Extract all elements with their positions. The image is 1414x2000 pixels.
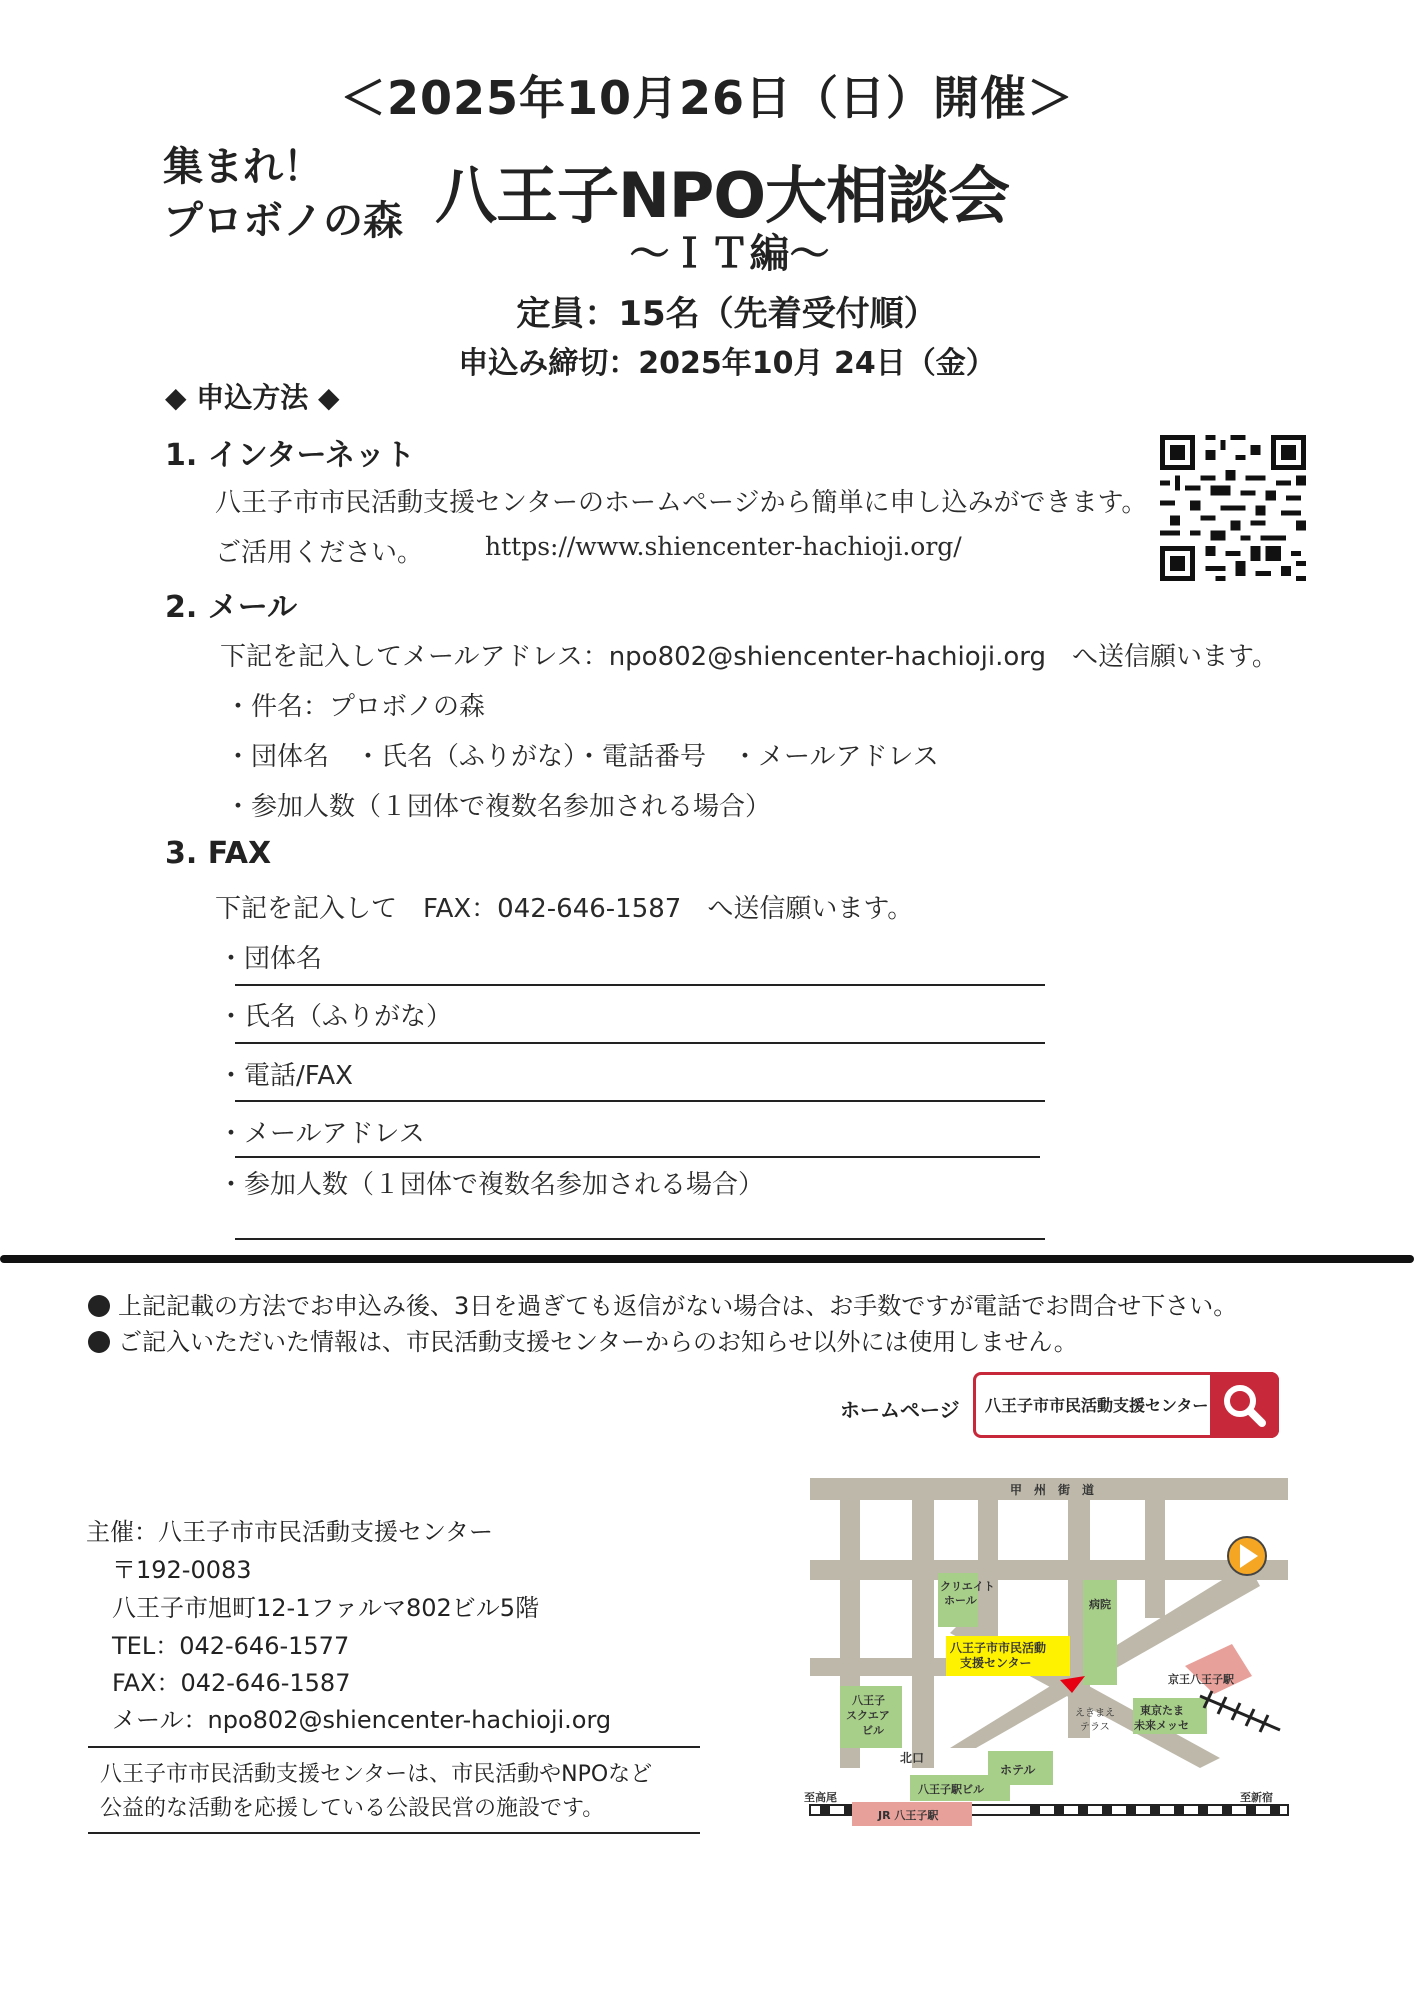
note-item xyxy=(88,1322,1078,1357)
bullet-icon xyxy=(88,1295,110,1317)
note-item xyxy=(88,1286,1237,1321)
keio-rail xyxy=(1200,1691,1280,1732)
map-label-square-3: ビル xyxy=(862,1724,884,1737)
fax-field-org-line[interactable] xyxy=(235,984,1045,986)
road-v2 xyxy=(912,1478,934,1768)
organizer-name: 主催：八王子市市民活動支援センター xyxy=(86,1518,494,1546)
access-map xyxy=(800,1468,1290,1828)
fax-line1: 下記を記入して FAX：042-646-1587 へ送信願います。 xyxy=(215,894,914,924)
map-label-messe-2: 未来メッセ xyxy=(1134,1719,1189,1732)
organizer-mail: メール：npo802@shiencenter-hachioji.org xyxy=(112,1706,612,1734)
map-label-ekimae-2: テラス xyxy=(1080,1722,1110,1733)
map-label-station-bldg: 八王子駅ビル xyxy=(918,1783,984,1796)
organizer-postal: 〒192-0083 xyxy=(112,1556,252,1584)
about-bottom-line xyxy=(88,1832,700,1834)
about-top-line xyxy=(88,1746,700,1748)
mail-item-count: ・参加人数（１団体で複数名参加される場合） xyxy=(225,792,772,822)
qr-code xyxy=(1160,435,1306,581)
fax-field-name-line[interactable] xyxy=(235,1042,1045,1044)
about-line2: 公益的な活動を応援している公設民営の施設です。 xyxy=(100,1796,605,1821)
event-date-title: ＜2025年10月26日（日）開催＞ xyxy=(339,71,1075,125)
capacity: 定員：15名（先着受付順） xyxy=(516,294,938,334)
map-label-ekimae-1: えきまえ xyxy=(1075,1708,1115,1719)
deadline: 申込み締切：2025年10月 24日（金） xyxy=(458,346,996,381)
homepage-label: ホームページ xyxy=(840,1398,960,1422)
internet-line1: 八王子市市民活動支援センターのホームページから簡単に申し込みができます。 xyxy=(215,488,1148,518)
fax-field-email-label: ・メールアドレス xyxy=(218,1119,425,1149)
fax-field-count-label: ・参加人数（１団体で複数名参加される場合） xyxy=(218,1170,765,1200)
map-label-hospital: 病院 xyxy=(1089,1598,1111,1611)
internet-url-link[interactable]: https://www.shiencenter-hachioji.org/ xyxy=(485,532,962,561)
map-label-create-1: クリエイト xyxy=(940,1580,995,1593)
fax-field-phone-label: ・電話/FAX xyxy=(218,1061,353,1091)
method-heading: ◆ 申込方法 ◆ xyxy=(165,381,340,414)
map-label-center-1: 八王子市市民活動 xyxy=(950,1641,1047,1655)
map-label-to-takao: 至高尾 xyxy=(804,1791,837,1804)
main-title: 八王子NPO大相談会 xyxy=(435,159,1010,232)
map-label-create-2: ホール xyxy=(944,1594,977,1607)
bullet-icon xyxy=(88,1331,110,1353)
road-v5 xyxy=(1145,1478,1165,1618)
mail-item-subject: ・件名：プロボノの森 xyxy=(225,692,486,722)
fax-field-phone-line[interactable] xyxy=(235,1100,1045,1102)
map-label-keio: 京王八王子駅 xyxy=(1168,1673,1234,1686)
map-label-koshu: 甲 州 街 道 xyxy=(1010,1483,1095,1497)
mail-line1: 下記を記入してメールアドレス：npo802@shiencenter-hachioji.org へ送信願います。 xyxy=(220,642,1278,672)
map-label-north-exit: 北口 xyxy=(900,1751,925,1765)
internet-line2: ご活用ください。 xyxy=(215,538,424,568)
map-label-square-1: 八王子 xyxy=(852,1694,885,1707)
section-divider xyxy=(0,1255,1414,1263)
sub-title: ～ＩＴ編～ xyxy=(629,231,830,277)
mail-item-fields: ・団体名 ・氏名（ふりがな）・電話番号 ・メールアドレス xyxy=(225,742,939,772)
hospital-block xyxy=(1083,1580,1117,1685)
fax-field-count-line[interactable] xyxy=(235,1238,1045,1240)
keio-station-block xyxy=(1185,1644,1252,1694)
internet-heading: 1. インターネット xyxy=(165,438,416,473)
map-label-to-shinjuku: 至新宿 xyxy=(1240,1791,1273,1804)
organizer-fax: FAX：042-646-1587 xyxy=(112,1669,351,1697)
note-text: ご記入いただいた情報は、市民活動支援センターからのお知らせ以外には使用しません。 xyxy=(118,1328,1078,1356)
map-label-jr-station: JR 八王子駅 xyxy=(878,1809,939,1822)
map-label-center-2: 支援センター xyxy=(960,1656,1032,1670)
catch-phrase-line2: プロボノの森 xyxy=(163,198,403,244)
about-line1: 八王子市市民活動支援センターは、市民活動やNPOなど xyxy=(100,1762,653,1787)
homepage-search-button[interactable] xyxy=(1210,1372,1279,1438)
fax-field-org-label: ・団体名 xyxy=(218,944,323,974)
map-label-hotel: ホテル xyxy=(1000,1763,1036,1777)
fax-heading: 3. FAX xyxy=(165,836,272,871)
organizer-address: 八王子市旭町12-1ファルマ802ビル5階 xyxy=(112,1594,540,1622)
catch-phrase-line1: 集まれ！ xyxy=(163,144,323,190)
map-label-square-2: スクエア xyxy=(846,1709,890,1722)
fax-field-name-label: ・氏名（ふりがな） xyxy=(218,1002,453,1032)
mail-heading: 2. メール xyxy=(165,590,298,625)
about-text xyxy=(100,1758,652,1826)
homepage-search-text: 八王子市市民活動支援センター xyxy=(985,1396,1209,1415)
note-text: 上記記載の方法でお申込み後、3日を過ぎても返信がない場合は、お手数ですが電話でお問合せ下さい。 xyxy=(118,1292,1238,1320)
fax-field-email-line[interactable] xyxy=(235,1156,1040,1158)
organizer-tel: TEL：042-646-1577 xyxy=(112,1632,350,1660)
map-label-messe-1: 東京たま xyxy=(1140,1704,1184,1717)
search-icon xyxy=(1210,1372,1279,1438)
road-h1 xyxy=(810,1560,1288,1580)
